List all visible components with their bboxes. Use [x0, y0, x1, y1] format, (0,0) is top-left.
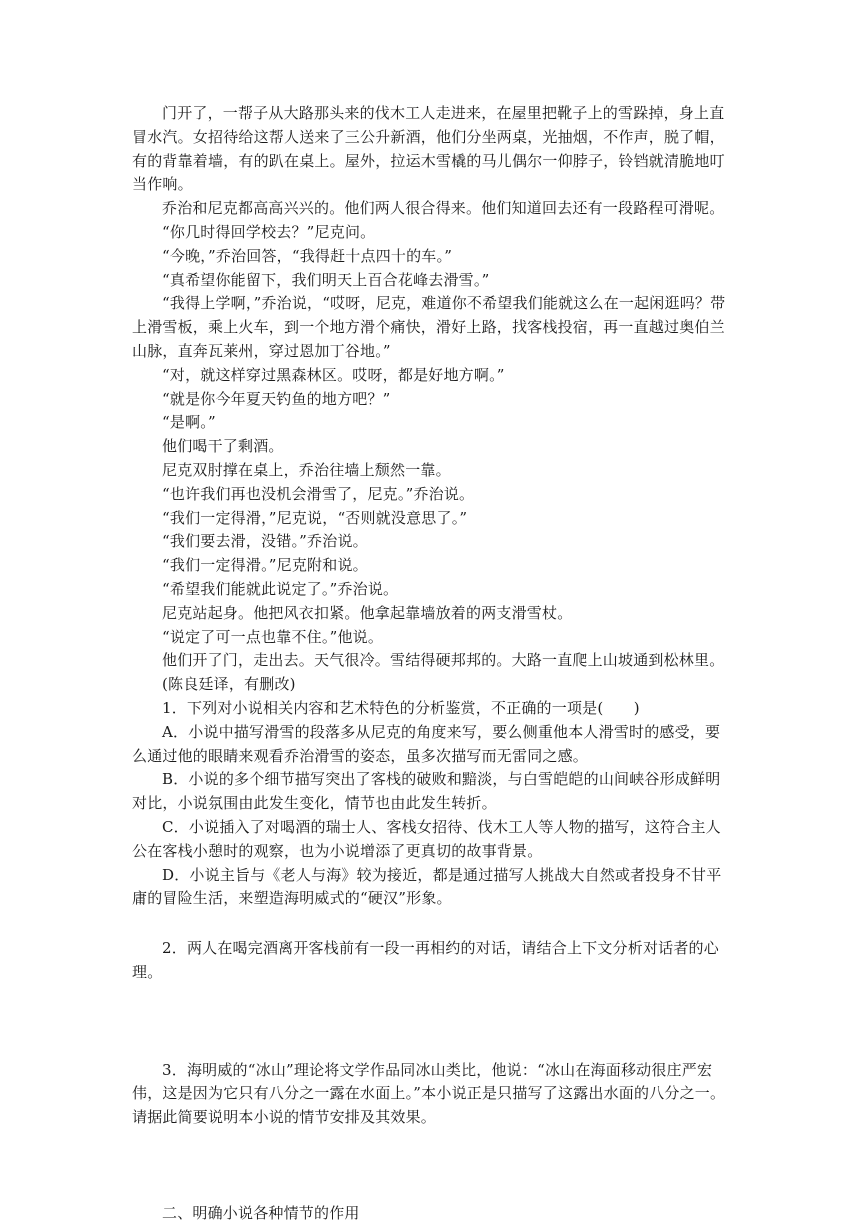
section-heading: 二、明确小说各种情节的作用 — [162, 1204, 360, 1223]
story-line-7: “希望我们能就此说定了。”乔治说。 — [162, 579, 399, 598]
document-body — [132, 102, 732, 1226]
story-paragraph-1: 门开了，一帮子从大路那头来的伐木工人走进来，在屋里把靴子上的雪跺掉，身上直冒水汽。女招待给这帮人送来了三公升新酒，他们分坐两桌，光抽烟，不作声，脱了帽，有的背靠着墙，有的趴在桌上。屋外，拉运木雪橇的马儿偶尔一仰脖子，铃铛就清脆地叮当作响。 — [132, 104, 725, 194]
story-line-3: “也许我们再也没机会滑雪了，尼克。”乔治说。 — [162, 484, 475, 503]
story-paragraph-6: “我得上学啊，”乔治说，“哎呀，尼克，难道你不希望我们能就这么在一起闲逛吗？带上滑雪板，乘上火车，到一个地方滑个痛快，滑好上路，找客栈投宿，再一直越过奥伯兰山脉，直奔瓦莱州，穿过恩加丁谷地。” — [132, 294, 726, 360]
question-1-option-d: D．小说主旨与《老人与海》较为接近，都是通过描写人挑战大自然或者投身不甘平庸的冒险生活，来塑造海明威式的“硬汉”形象。 — [132, 865, 722, 908]
question-2: 2．两人在喝完酒离开客栈前有一段一再相约的对话，请结合上下文分析对话者的心理。 — [132, 939, 719, 981]
story-paragraph-9: “是啊。” — [162, 413, 216, 432]
answer-space — [132, 985, 732, 1059]
story-line-2: 尼克双肘撑在桌上，乔治往墙上颓然一靠。 — [162, 460, 451, 479]
story-paragraph-7: “对，就这样穿过黑森林区。哎呀，都是好地方啊。” — [162, 365, 505, 384]
question-1-option-c: C．小说插入了对喝酒的瑞士人、客栈女招待、伐木工人等人物的描写，这符合主人公在客栈小憩时的观察，也为小说增添了更真切的故事背景。 — [132, 817, 721, 860]
story-paragraph-8: “就是你今年夏天钓鱼的地方吧？” — [162, 389, 391, 408]
story-line-8: 尼克站起身。他把风衣扣紧。他拿起靠墙放着的两支滑雪杖。 — [162, 603, 573, 622]
question-1-stem: 1．下列对小说相关内容和艺术特色的分析鉴赏，不正确的一项是( ) — [162, 698, 640, 717]
story-paragraph-3: “你几时得回学校去？”尼克问。 — [162, 222, 376, 241]
story-paragraph-5: “真希望你能留下，我们明天上百合花峰去滑雪。” — [162, 270, 490, 289]
question-1-option-b: B．小说的多个细节描写突出了客栈的破败和黯淡，与白雪皑皑的山间峡谷形成鲜明对比，小说氛围由此发生变化，情节也由此发生转折。 — [132, 770, 721, 813]
question-3: 3．海明威的“冰山”理论将文学作品同冰山类比，他说：“冰山在海面移动很庄严宏伟，这是因为它只有八分之一露在水面上。”本小说正是只描写了这露出水面的八分之一。请据此简要说明本小说的情节安排及其效果。 — [132, 1060, 726, 1127]
story-paragraph-2: 乔治和尼克都高高兴兴的。他们两人很合得来。他们知道回去还有一段路程可滑呢。 — [162, 199, 725, 218]
story-line-10: 他们开了门，走出去。天气很冷。雪结得硬邦邦的。大路一直爬上山坡通到松林里。 — [162, 651, 725, 670]
story-line-4: “我们一定得滑，”尼克说，“否则就没意思了。” — [162, 508, 468, 527]
translator-credit: (陈良廷译，有删改) — [162, 675, 296, 694]
story-line-9: “说定了可一点也靠不住。”他说。 — [162, 627, 384, 646]
story-line-1: 他们喝干了剩酒。 — [162, 437, 284, 456]
story-paragraph-4: “今晚，”乔治回答，“我得赶十点四十的车。” — [162, 246, 453, 265]
spacer — [132, 911, 732, 937]
story-line-6: “我们一定得滑。”尼克附和说。 — [162, 556, 368, 575]
question-1-option-a: A．小说中描写滑雪的段落多从尼克的角度来写，要么侧重他本人滑雪时的感受，要么通过他的眼睛来观看乔治滑雪的姿态，虽多次描写而无雷同之感。 — [132, 722, 721, 765]
answer-space — [132, 1130, 732, 1202]
story-line-5: “我们要去滑，没错。”乔治说。 — [162, 532, 368, 551]
